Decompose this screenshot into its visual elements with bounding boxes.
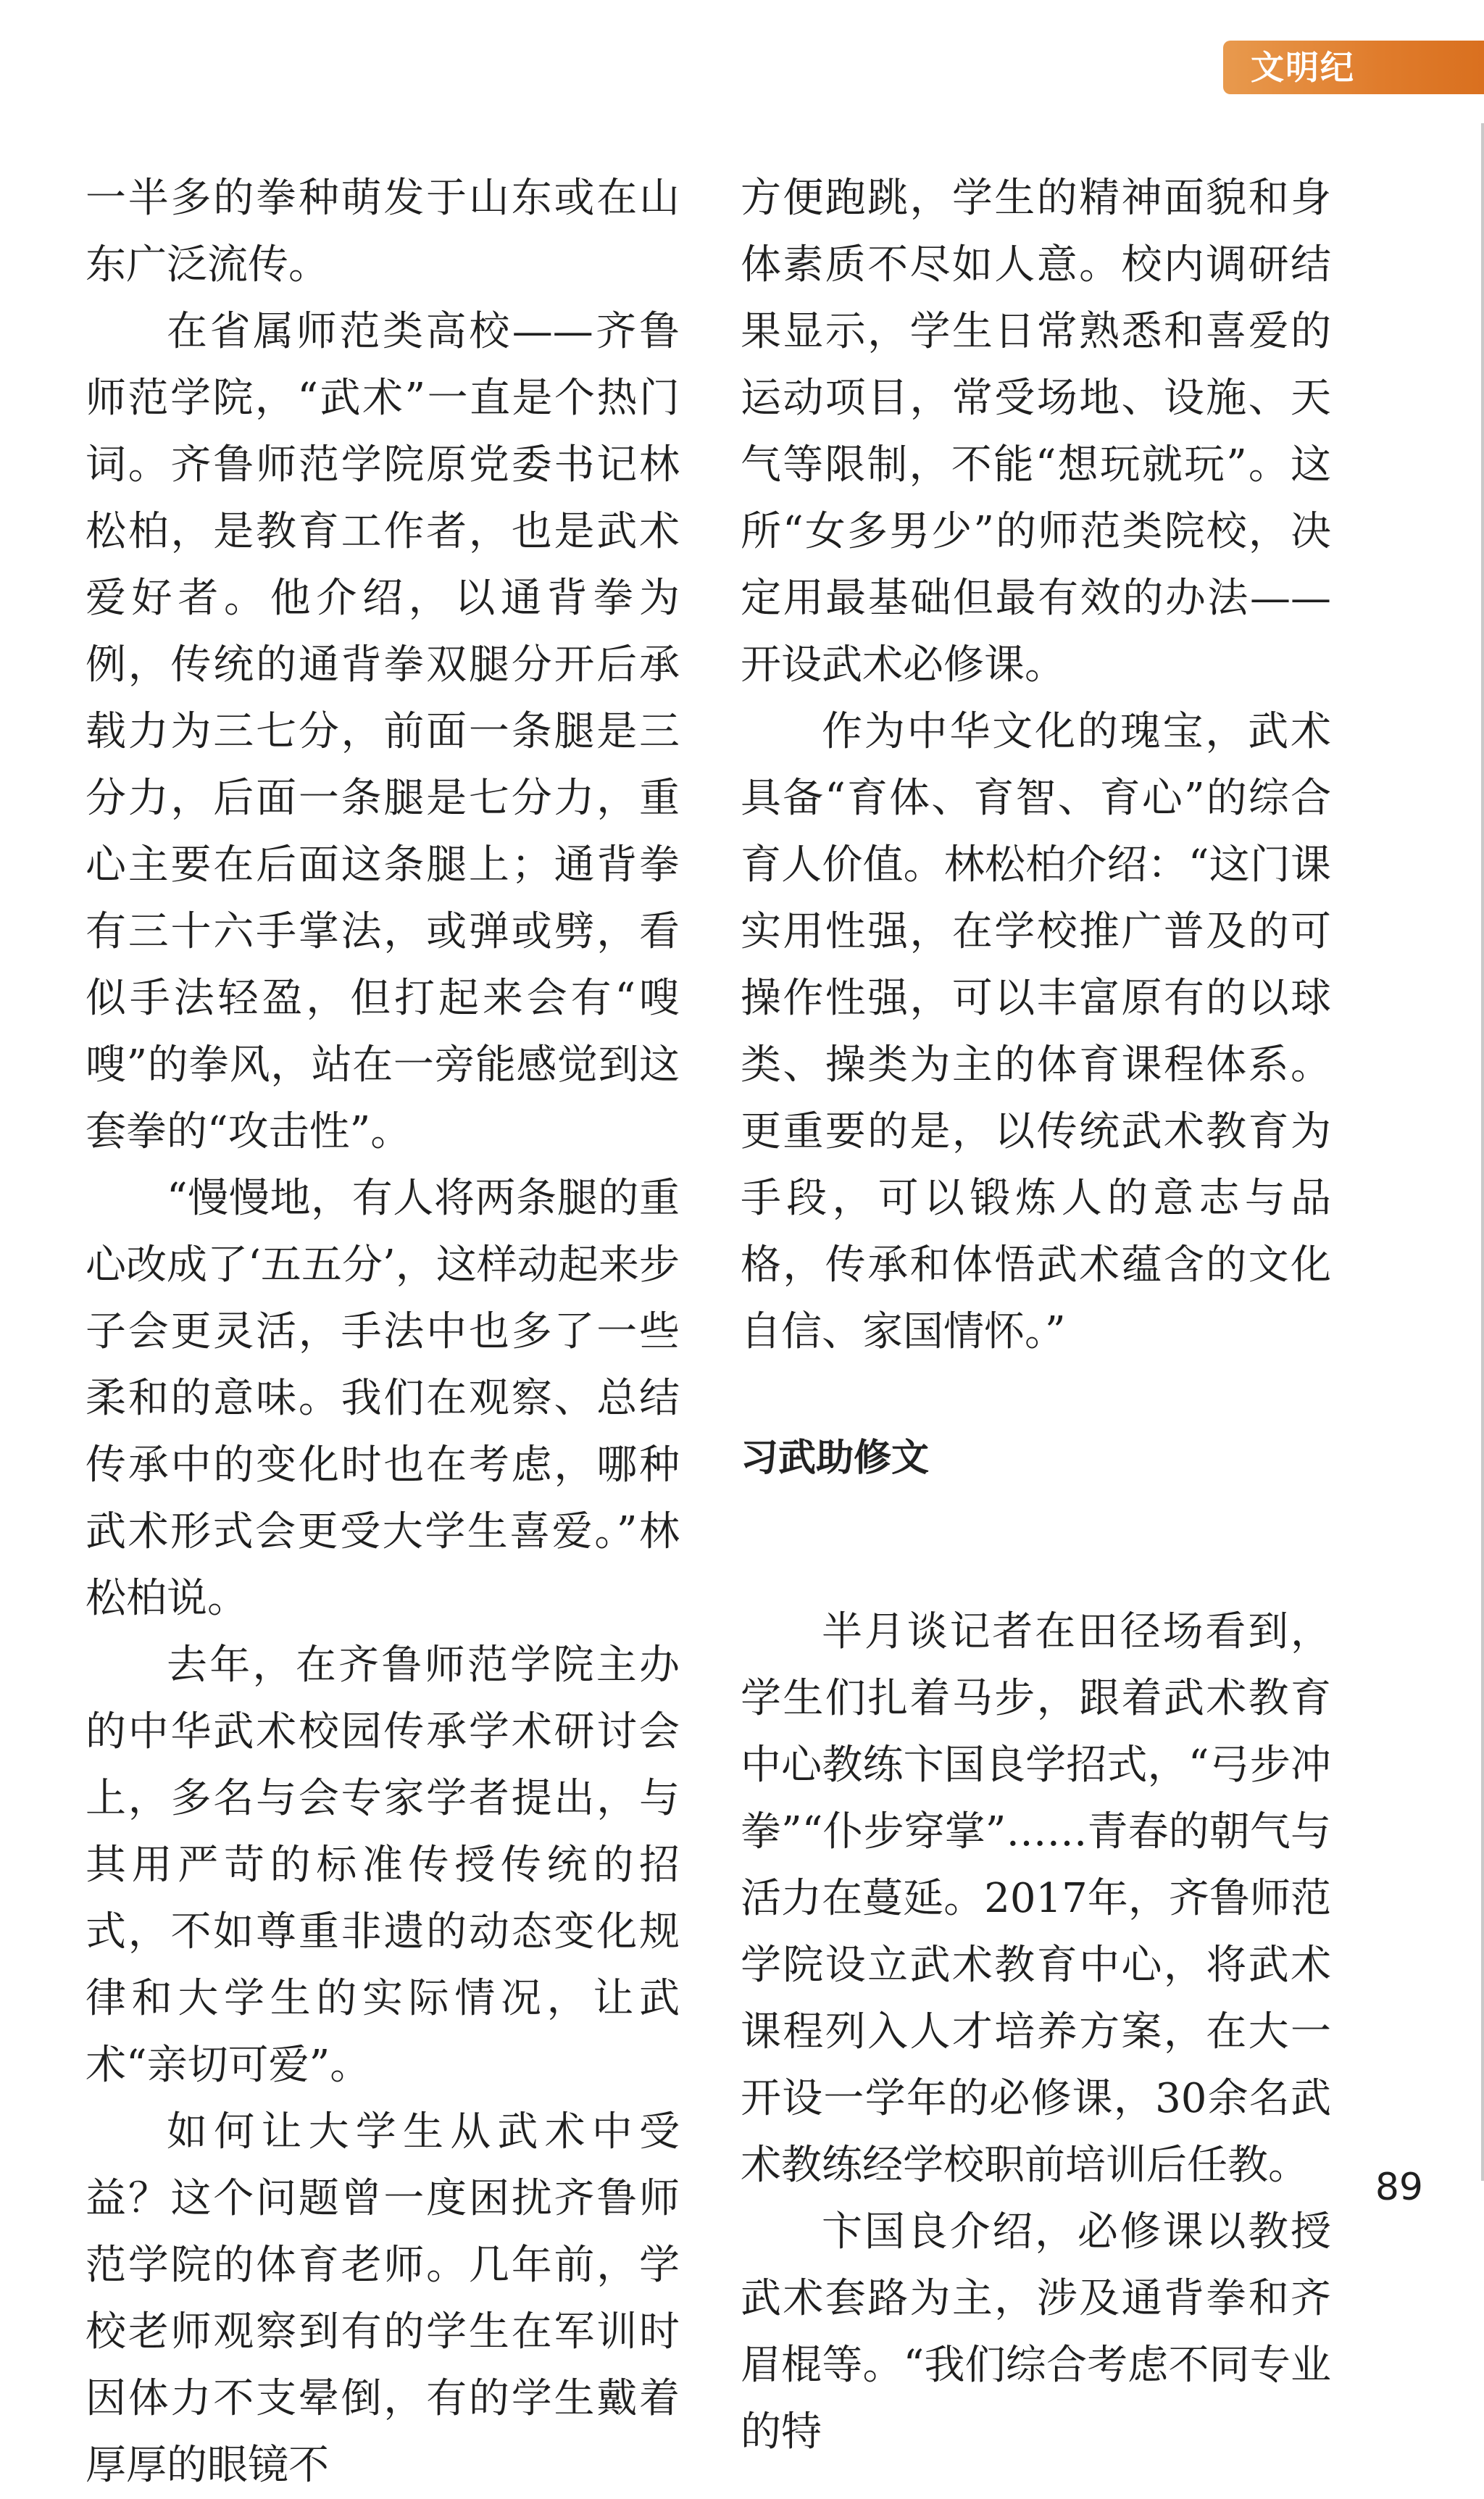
paragraph: 去年，在齐鲁师范学院主办的中华武术校园传承学术研讨会上，多名与会专家学者提出，与其用严苛的标准传授传统的招式，不如尊重非遗的动态变化规律和大学生的实际情况，让武术“亲切可爱”。 bbox=[86, 1642, 680, 2089]
section-label-tab: 文明纪 bbox=[1223, 41, 1484, 94]
page-number: 89 bbox=[1375, 2166, 1423, 2209]
right-column bbox=[741, 165, 1331, 2466]
paragraph: 方便跑跳，学生的精神面貌和身体素质不尽如人意。校内调研结果显示，学生日常熟悉和喜爱的运动项目，常受场地、设施、天气等限制，不能“想玩就玩”。这所“女多男少”的师范类院校，决定用最基础但最有效的办法——开设武术必修课。 bbox=[741, 175, 1331, 689]
paragraph: “慢慢地，有人将两条腿的重心改成了‘五五分’，这样动起来步子会更灵活，手法中也多了一些柔和的意味。我们在观察、总结传承中的变化时也在考虑，哪种武术形式会更受大学生喜爱。”林松柏说。 bbox=[86, 1175, 680, 1622]
paragraph: 在省属师范类高校——齐鲁师范学院，“武术”一直是个热门词。齐鲁师范学院原党委书记林松柏，是教育工作者，也是武术爱好者。他介绍，以通背拳为例，传统的通背拳双腿分开后承载力为三七分，前面一条腿是三分力，后面一条腿是七分力，重心主要在后面这条腿上；通背拳有三十六手掌法，或弹或劈，看似手法轻盈，但打起来会有“嗖嗖”的拳风，站在一旁能感觉到这套拳的“攻击性”。 bbox=[86, 308, 680, 1155]
paragraph: 一半多的拳种萌发于山东或在山东广泛流传。 bbox=[86, 175, 680, 288]
left-column bbox=[86, 165, 680, 2499]
paragraph: 如何让大学生从武术中受益？这个问题曾一度困扰齐鲁师范学院的体育老师。几年前，学校老师观察到有的学生在军训时因体力不支晕倒，有的学生戴着厚厚的眼镜不 bbox=[86, 2108, 680, 2489]
paragraph: 作为中华文化的瑰宝，武术具备“育体、育智、育心”的综合育人价值。林松柏介绍：“这门课实用性强，在学校推广普及的可操作性强，可以丰富原有的以球类、操类为主的体育课程体系。更重要的是，以传统武术教育为手段，可以锻炼人的意志与品格，传承和体悟武术蕴含的文化自信、家国情怀。” bbox=[741, 708, 1331, 1355]
section-subheading: 习武助修文 bbox=[741, 1436, 930, 1480]
paragraph: 半月谈记者在田径场看到，学生们扎着马步，跟着武术教育中心教练卞国良学招式，“弓步冲拳”“仆步穿掌”……青春的朝气与活力在蔓延。2017年，齐鲁师范学院设立武术教育中心，将武术课程列入人才培养方案，在大一开设一学年的必修课，30余名武术教练经学校职前培训后任教。 bbox=[741, 1608, 1331, 2189]
paragraph: 卞国良介绍，必修课以教授武术套路为主，涉及通背拳和齐眉棍等。“我们综合考虑不同专业的特 bbox=[741, 2208, 1331, 2456]
page-edge-rule bbox=[1481, 123, 1484, 2181]
